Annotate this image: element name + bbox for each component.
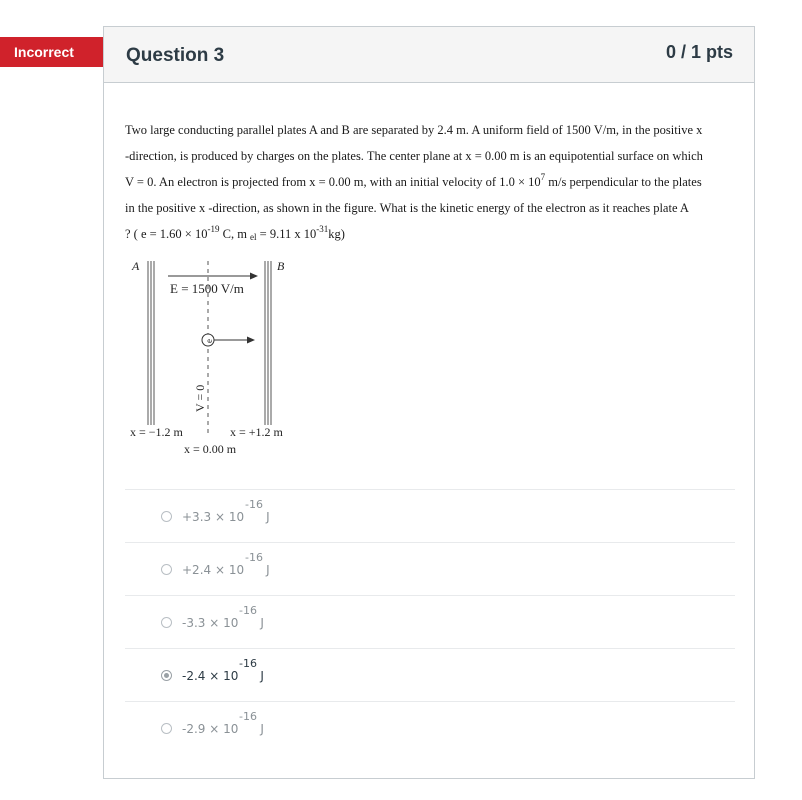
question-line: in the positive x -direction, as shown in the figure. What is the kinetic energy of the electron as it reaches plate A bbox=[125, 201, 689, 215]
potential-label: V = 0 bbox=[193, 384, 207, 412]
plate-b-label: B bbox=[277, 259, 285, 273]
field-label: E = 1500 V/m bbox=[170, 281, 244, 296]
answer-option[interactable] bbox=[125, 489, 735, 542]
answer-radio[interactable] bbox=[161, 511, 172, 522]
question-text bbox=[125, 117, 737, 247]
question-title: Question 3 bbox=[126, 45, 225, 66]
parallel-plates-figure bbox=[120, 257, 320, 497]
question-card bbox=[103, 26, 755, 779]
question-header bbox=[104, 27, 754, 83]
answer-option[interactable] bbox=[125, 542, 735, 595]
plate-a-label: A bbox=[132, 259, 140, 273]
answer-label: +3.3 × 10 -16 J bbox=[182, 498, 270, 524]
answer-label: -2.9 × 10 -16 J bbox=[182, 710, 264, 736]
answer-option[interactable] bbox=[125, 701, 735, 754]
answer-list bbox=[125, 489, 735, 754]
question-points: 0 / 1 pts bbox=[665, 42, 733, 62]
question-line: -direction, is produced by charges on the plates. The center plane at x = 0.00 m is an equipotential surface on which bbox=[125, 149, 703, 163]
answer-option[interactable] bbox=[125, 648, 735, 701]
x-center-label: x = 0.00 m bbox=[184, 442, 237, 456]
answer-option[interactable] bbox=[125, 595, 735, 648]
electron-symbol: e bbox=[204, 339, 214, 343]
question-line: V = 0. An electron is projected from x = 0.00 m, with an initial velocity of $1.0 \times 10^7$ m/s perpendicular to the plates bbox=[125, 172, 702, 189]
x-left-label: x = −1.2 m bbox=[130, 425, 183, 439]
question-line: ? ( $e = 1.60 \times 10^{-19}$ C, m $_{el}$ = 9.11 x $10^{-31}kg$) bbox=[125, 224, 345, 242]
answer-label: +2.4 × 10 -16 J bbox=[182, 551, 270, 577]
incorrect-badge: Incorrect bbox=[0, 37, 104, 67]
answer-radio[interactable] bbox=[161, 617, 172, 628]
answer-radio[interactable] bbox=[161, 670, 172, 681]
question-line: Two large conducting parallel plates A and B are separated by 2.4 m. A uniform field of 1500 V/m, in the positive x bbox=[125, 123, 703, 137]
answer-label: -2.4 × 10 -16 J bbox=[182, 657, 264, 683]
answer-radio[interactable] bbox=[161, 723, 172, 734]
answer-radio[interactable] bbox=[161, 564, 172, 575]
answer-label: -3.3 × 10 -16 J bbox=[182, 604, 264, 630]
x-right-label: x = +1.2 m bbox=[230, 425, 283, 439]
